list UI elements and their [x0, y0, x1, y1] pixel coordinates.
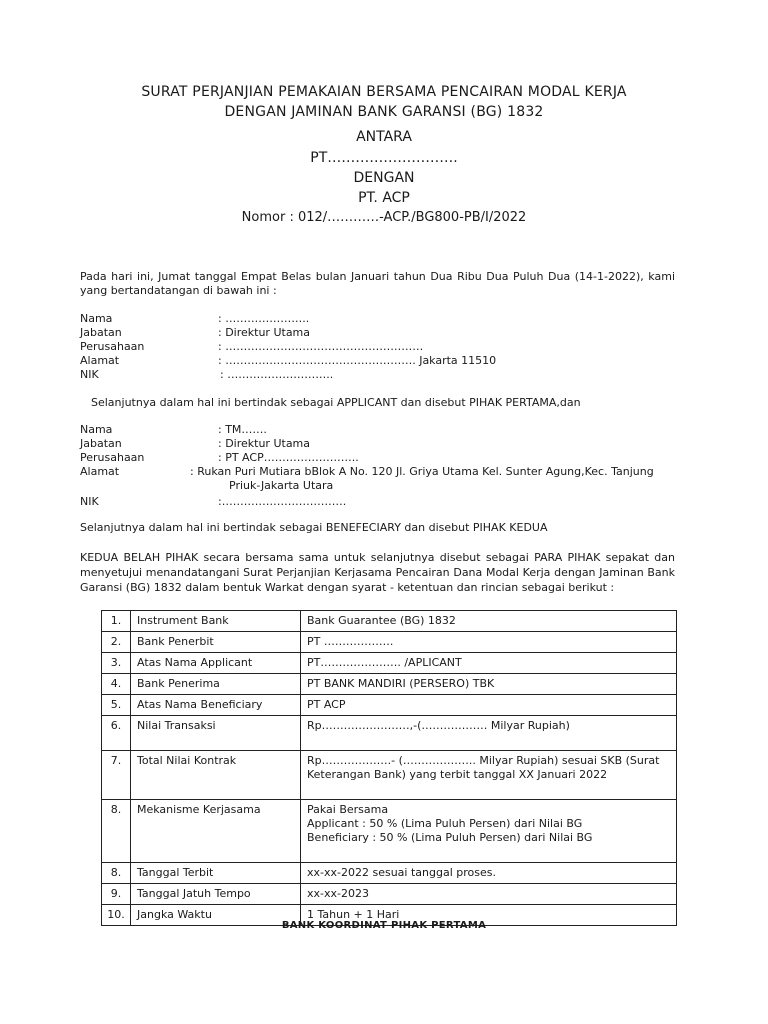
party-two-jabatan-label: Jabatan	[80, 437, 122, 450]
party-two-nama-label: Nama	[80, 423, 113, 436]
party-one-nama-label: Nama	[80, 312, 113, 325]
row-item: Atas Nama Applicant	[131, 653, 301, 674]
row-item: Mekanisme Kerjasama	[131, 800, 301, 863]
party-two-nama-value: : TM…….	[218, 423, 267, 436]
row-number: 6.	[102, 716, 131, 751]
party-one-perusahaan-label: Perusahaan	[80, 340, 145, 353]
row-number: 9.	[102, 884, 131, 905]
row-item: Bank Penerima	[131, 674, 301, 695]
row-detail	[301, 716, 677, 751]
party-one-nama-value: : …………………..	[218, 312, 310, 325]
title-line-1: SURAT PERJANJIAN PEMAKAIAN BERSAMA PENCAIRAN MODAL KERJA	[141, 84, 627, 100]
party-one-alamat-label: Alamat	[80, 354, 120, 367]
row-item: Tanggal Jatuh Tempo	[131, 884, 301, 905]
row-number: 7.	[102, 751, 131, 800]
title-line-2: DENGAN JAMINAN BANK GARANSI (BG) 1832	[224, 104, 544, 120]
row-detail	[301, 863, 677, 884]
party-two-perusahaan-value: : PT ACP……………………..	[218, 451, 359, 464]
row-number: 4.	[102, 674, 131, 695]
row-detail-line: Rp……………….- (……………….. Milyar Rupiah) sesuai SKB (Surat	[307, 754, 660, 767]
table-row	[102, 716, 677, 751]
row-detail-line: Pakai Bersama	[307, 803, 389, 816]
party-one-nik-label: NIK	[80, 368, 99, 381]
row-item: Atas Nama Beneficiary	[131, 695, 301, 716]
row-item: Jangka Waktu	[131, 905, 301, 926]
intro-paragraph: Pada hari ini, Jumat tanggal Empat Belas bulan Januari tahun Dua Ribu Dua Puluh Dua (14-1-2022), kami yang bertandatangan di bawah ini :	[80, 270, 675, 297]
title-antara: ANTARA	[356, 129, 412, 145]
row-item: Nilai Transaksi	[131, 716, 301, 751]
terms-table-body	[102, 611, 677, 926]
row-detail	[301, 632, 677, 653]
party-one-alamat-value: : ……………………………………………. Jakarta 11510	[218, 354, 497, 367]
table-row	[102, 632, 677, 653]
row-number: 10.	[102, 905, 131, 926]
party-one-jabatan-label: Jabatan	[80, 326, 122, 339]
applicant-note: Selanjutnya dalam hal ini bertindak sebagai APPLICANT dan disebut PIHAK PERTAMA,dan	[91, 396, 581, 409]
row-item: Bank Penerbit	[131, 632, 301, 653]
row-number: 8.	[102, 863, 131, 884]
row-detail-line: 1 Tahun + 1 Hari	[307, 908, 400, 921]
row-detail-line: xx-xx-2022 sesuai tanggal proses.	[307, 866, 496, 879]
row-detail	[301, 695, 677, 716]
table-row	[102, 653, 677, 674]
row-detail-line: PT ……………….	[307, 635, 394, 648]
title-party-1: PT……………………….	[310, 150, 458, 166]
document-number: Nomor : 012/…………-ACP./BG800-PB/I/2022	[241, 210, 527, 225]
row-detail-line: Beneficiary : 50 % (Lima Puluh Persen) dari Nilai BG	[307, 831, 593, 844]
footer-heading: BANK KOORDINAT PIHAK PERTAMA	[281, 920, 487, 931]
row-detail	[301, 884, 677, 905]
party-two-nik-value: :…………………………….	[218, 495, 347, 508]
row-detail-line: Bank Guarantee (BG) 1832	[307, 614, 456, 627]
terms-table	[101, 610, 677, 926]
row-detail	[301, 611, 677, 632]
row-detail-line: PT BANK MANDIRI (PERSERO) TBK	[307, 677, 495, 690]
row-item: Total Nilai Kontrak	[131, 751, 301, 800]
row-detail-line: PT ACP	[307, 698, 346, 711]
table-row	[102, 674, 677, 695]
party-two-jabatan-value: : Direktur Utama	[218, 437, 311, 450]
row-number: 5.	[102, 695, 131, 716]
table-row	[102, 611, 677, 632]
row-detail-line: Applicant : 50 % (Lima Puluh Persen) dari Nilai BG	[307, 817, 583, 830]
row-detail-line	[307, 782, 670, 796]
party-two-alamat-label: Alamat	[80, 465, 120, 478]
row-number: 3.	[102, 653, 131, 674]
party-one-perusahaan-value: : ………………………………………………	[218, 340, 424, 353]
row-number: 1.	[102, 611, 131, 632]
row-detail	[301, 800, 677, 863]
table-row	[102, 695, 677, 716]
party-two-alamat-value: : Rukan Puri Mutiara bBlok A No. 120 Jl. Griya Utama Kel. Sunter Agung,Kec. Tanjung	[190, 465, 654, 478]
row-detail-line	[307, 733, 670, 747]
row-item: Tanggal Terbit	[131, 863, 301, 884]
row-detail-line	[307, 845, 670, 859]
row-number: 2.	[102, 632, 131, 653]
table-row	[102, 863, 677, 884]
agreement-paragraph: KEDUA BELAH PIHAK secara bersama sama untuk selanjutnya disebut sebagai PARA PIHAK sepakat dan menyetujui menandatangani Surat Perjanjian Kerjasama Pencairan Dana Modal Kerja dengan Jaminan Bank Garansi (BG) 1832 dalam bentuk Warkat dengan syarat - ketentuan dan rincian sebagai berikut :	[80, 551, 675, 594]
party-two-perusahaan-label: Perusahaan	[80, 451, 145, 464]
row-detail-line: Keterangan Bank) yang terbit tanggal XX Januari 2022	[307, 768, 608, 781]
title-party-2: PT. ACP	[358, 190, 410, 206]
row-detail	[301, 751, 677, 800]
table-row	[102, 800, 677, 863]
party-two-alamat-value-line-2: Priuk-Jakarta Utara	[229, 479, 334, 492]
party-one-nik-value: : ………………………..	[220, 368, 334, 381]
party-one-jabatan-value: : Direktur Utama	[218, 326, 311, 339]
table-row	[102, 751, 677, 800]
table-row	[102, 884, 677, 905]
row-detail	[301, 674, 677, 695]
row-detail-line: xx-xx-2023	[307, 887, 369, 900]
beneficiary-note: Selanjutnya dalam hal ini bertindak sebagai BENEFECIARY dan disebut PIHAK KEDUA	[80, 521, 548, 534]
party-two-nik-label: NIK	[80, 495, 99, 508]
row-number: 8.	[102, 800, 131, 863]
row-detail-line: PT…………………. /APLICANT	[307, 656, 462, 669]
row-detail	[301, 653, 677, 674]
row-item: Instrument Bank	[131, 611, 301, 632]
title-dengan: DENGAN	[353, 170, 415, 186]
row-detail-line: Rp……………………,-(……………… Milyar Rupiah)	[307, 719, 570, 732]
